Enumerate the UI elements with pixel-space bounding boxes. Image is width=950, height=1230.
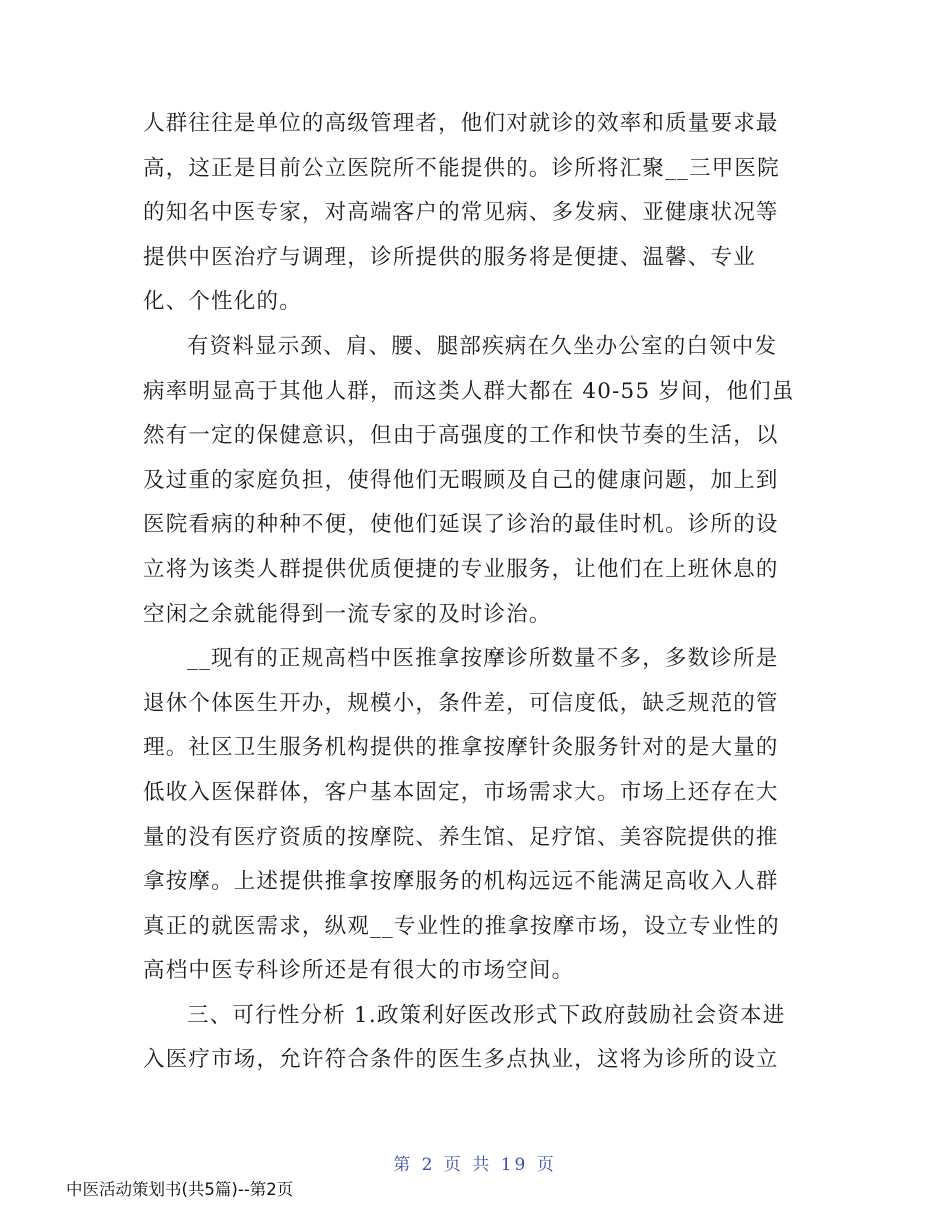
text-line: 人群往往是单位的高级管理者，他们对就诊的效率和质量要求最 — [143, 111, 779, 136]
text-line: 空闲之余就能得到一流专家的及时诊治。 — [143, 601, 552, 627]
text-line: 病率明显高于其他人群，而这类人群大都在 40-55 岁间，他们虽 — [143, 378, 795, 404]
text-line: 入医疗市场，允许符合条件的医生多点执业，这将为诊所的设立 — [143, 1047, 779, 1073]
text-line: 及过重的家庭负担，使得他们无暇顾及自己的健康问题，加上到 — [143, 467, 779, 493]
text-line: 拿按摩。上述提供推拿按摩服务的机构远远不能满足高收入人群 — [143, 869, 779, 895]
text-line: 化、个性化的。 — [143, 289, 302, 315]
text-line: 理。社区卫生服务机构提供的推拿按摩针灸服务针对的是大量的 — [143, 735, 779, 761]
text-line: 然有一定的保健意识，但由于高强度的工作和快节奏的生活，以 — [143, 423, 779, 449]
paragraph-start-line: __现有的正规高档中医推拿按摩诊所数量不多，多数诊所是 — [187, 646, 779, 672]
text-line: 高，这正是目前公立医院所不能提供的。诊所将汇聚__三甲医院 — [143, 155, 780, 181]
text-line: 低收入医保群体，客户基本固定，市场需求大。市场上还存在大 — [143, 779, 779, 805]
text-line: 立将为该类人群提供优质便捷的专业服务，让他们在上班休息的 — [143, 556, 779, 582]
paragraph-start-line: 有资料显示颈、肩、腰、腿部疾病在久坐办公室的白领中发 — [187, 333, 778, 359]
text-line: 高档中医专科诊所还是有很大的市场空间。 — [143, 958, 575, 984]
page-number: 第 2 页 共 19 页 — [393, 1155, 557, 1175]
text-line: 量的没有医疗资质的按摩院、养生馆、足疗馆、美容院提供的推 — [143, 824, 779, 850]
text-line: 退休个体医生开办，规模小，条件差，可信度低，缺乏规范的管 — [143, 690, 779, 716]
text-line: 医院看病的种种不便，使他们延误了诊治的最佳时机。诊所的设 — [143, 512, 779, 538]
text-line: 的知名中医专家，对高端客户的常见病、多发病、亚健康状况等 — [143, 200, 779, 226]
footer-document-title: 中医活动策划书(共5篇)--第2页 — [66, 1180, 294, 1199]
text-line: 真正的就医需求，纵观__专业性的推拿按摩市场，设立专业性的 — [143, 913, 780, 939]
text-line: 提供中医治疗与调理，诊所提供的服务将是便捷、温馨、专业 — [143, 244, 756, 270]
body-text — [143, 102, 803, 1083]
paragraph-start-line: 三、可行性分析 1.政策利好医改形式下政府鼓励社会资本进 — [187, 1002, 786, 1028]
